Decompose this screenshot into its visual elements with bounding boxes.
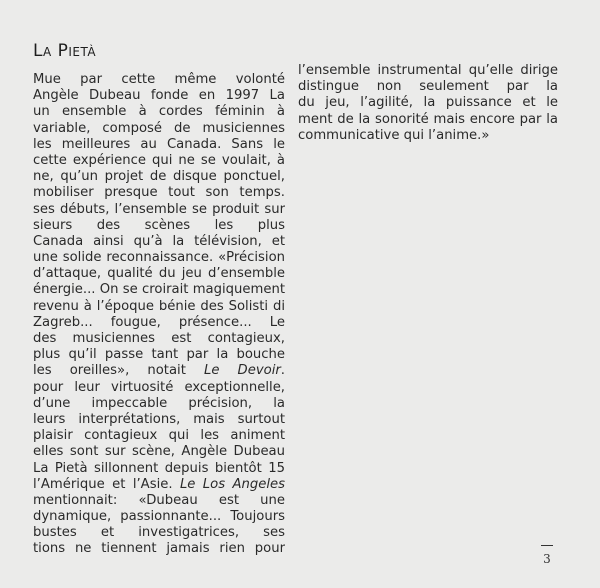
text-line: Zagreb... fougue, présence... Le [33,314,285,330]
text-segment: l’Amérique et l’Asie. [33,476,173,492]
text-line: d’attaque, qualité du jeu d’ensemble [33,266,285,282]
text-line: Canada ainsi qu’à la télévision, et [33,233,285,249]
text-line: une solide reconnaissance. «Précision [33,250,285,266]
text-line: dynamique, passionnante... Toujours [33,509,285,525]
text-line: ment de la sonorité mais encore par la [298,111,558,127]
text-segment: les oreilles», notait [33,363,186,379]
text-line: variable, composé de musiciennes [33,120,285,136]
publication-name: Le Devoir [204,363,281,379]
text-line: l’ensemble instrumental qu’elle dirige [298,63,558,78]
text-line: énergie... On se croirait magiquement [33,282,285,298]
text-line [33,477,285,493]
text-line: communicative qui l’anime.» [298,127,490,143]
text-line: mobiliser presque tout son temps. [33,185,285,201]
text-segment: . [280,363,285,379]
section-title: La Pietà [33,41,97,61]
publication-name: Le Los Angeles [179,476,285,492]
text-line: distingue non seulement par la [298,79,558,95]
text-line: plus qu’il passe tant par la bouche [33,347,285,363]
text-line: elles sont sur scène, Angèle Dubeau [33,444,285,460]
text-line: revenu à l’époque bénie des Solisti di [33,298,285,314]
text-line: ne, qu’un projet de disque ponctuel, [33,169,285,185]
text-line: un ensemble à cordes féminin à [33,104,285,120]
right-column [298,63,558,144]
text-line: plaisir contagieux qui les animent [33,428,285,444]
text-line: Mue par cette même volonté [33,72,285,87]
page-number-rule [541,545,553,546]
text-line: Angèle Dubeau fonde en 1997 La [33,88,285,104]
text-line: La Pietà sillonnent depuis bientôt 15 [33,460,285,476]
text-line: leurs interprétations, mais surtout [33,411,285,427]
text-line: tions ne tiennent jamais rien pour [33,541,285,557]
page-number [541,545,553,566]
text-line: ses débuts, l’ensemble se produit sur [33,201,285,217]
text-line: cette expérience qui ne se voulait, à [33,152,285,168]
text-line: d’une impeccable précision, la [33,395,285,411]
text-line: du jeu, l’agilité, la puissance et le [298,95,558,111]
left-column [33,72,285,558]
text-line: sieurs des scènes les plus [33,217,285,233]
text-line: bustes et investigatrices, ses [33,525,285,541]
text-line: pour leur virtuosité exceptionnelle, [33,379,285,395]
text-line [33,363,285,379]
text-line: mentionnait: «Dubeau est une [33,492,285,508]
text-line: des musiciennes est contagieux, [33,331,285,346]
page-number-value: 3 [543,552,551,566]
text-line: les meilleures au Canada. Sans le [33,136,285,152]
